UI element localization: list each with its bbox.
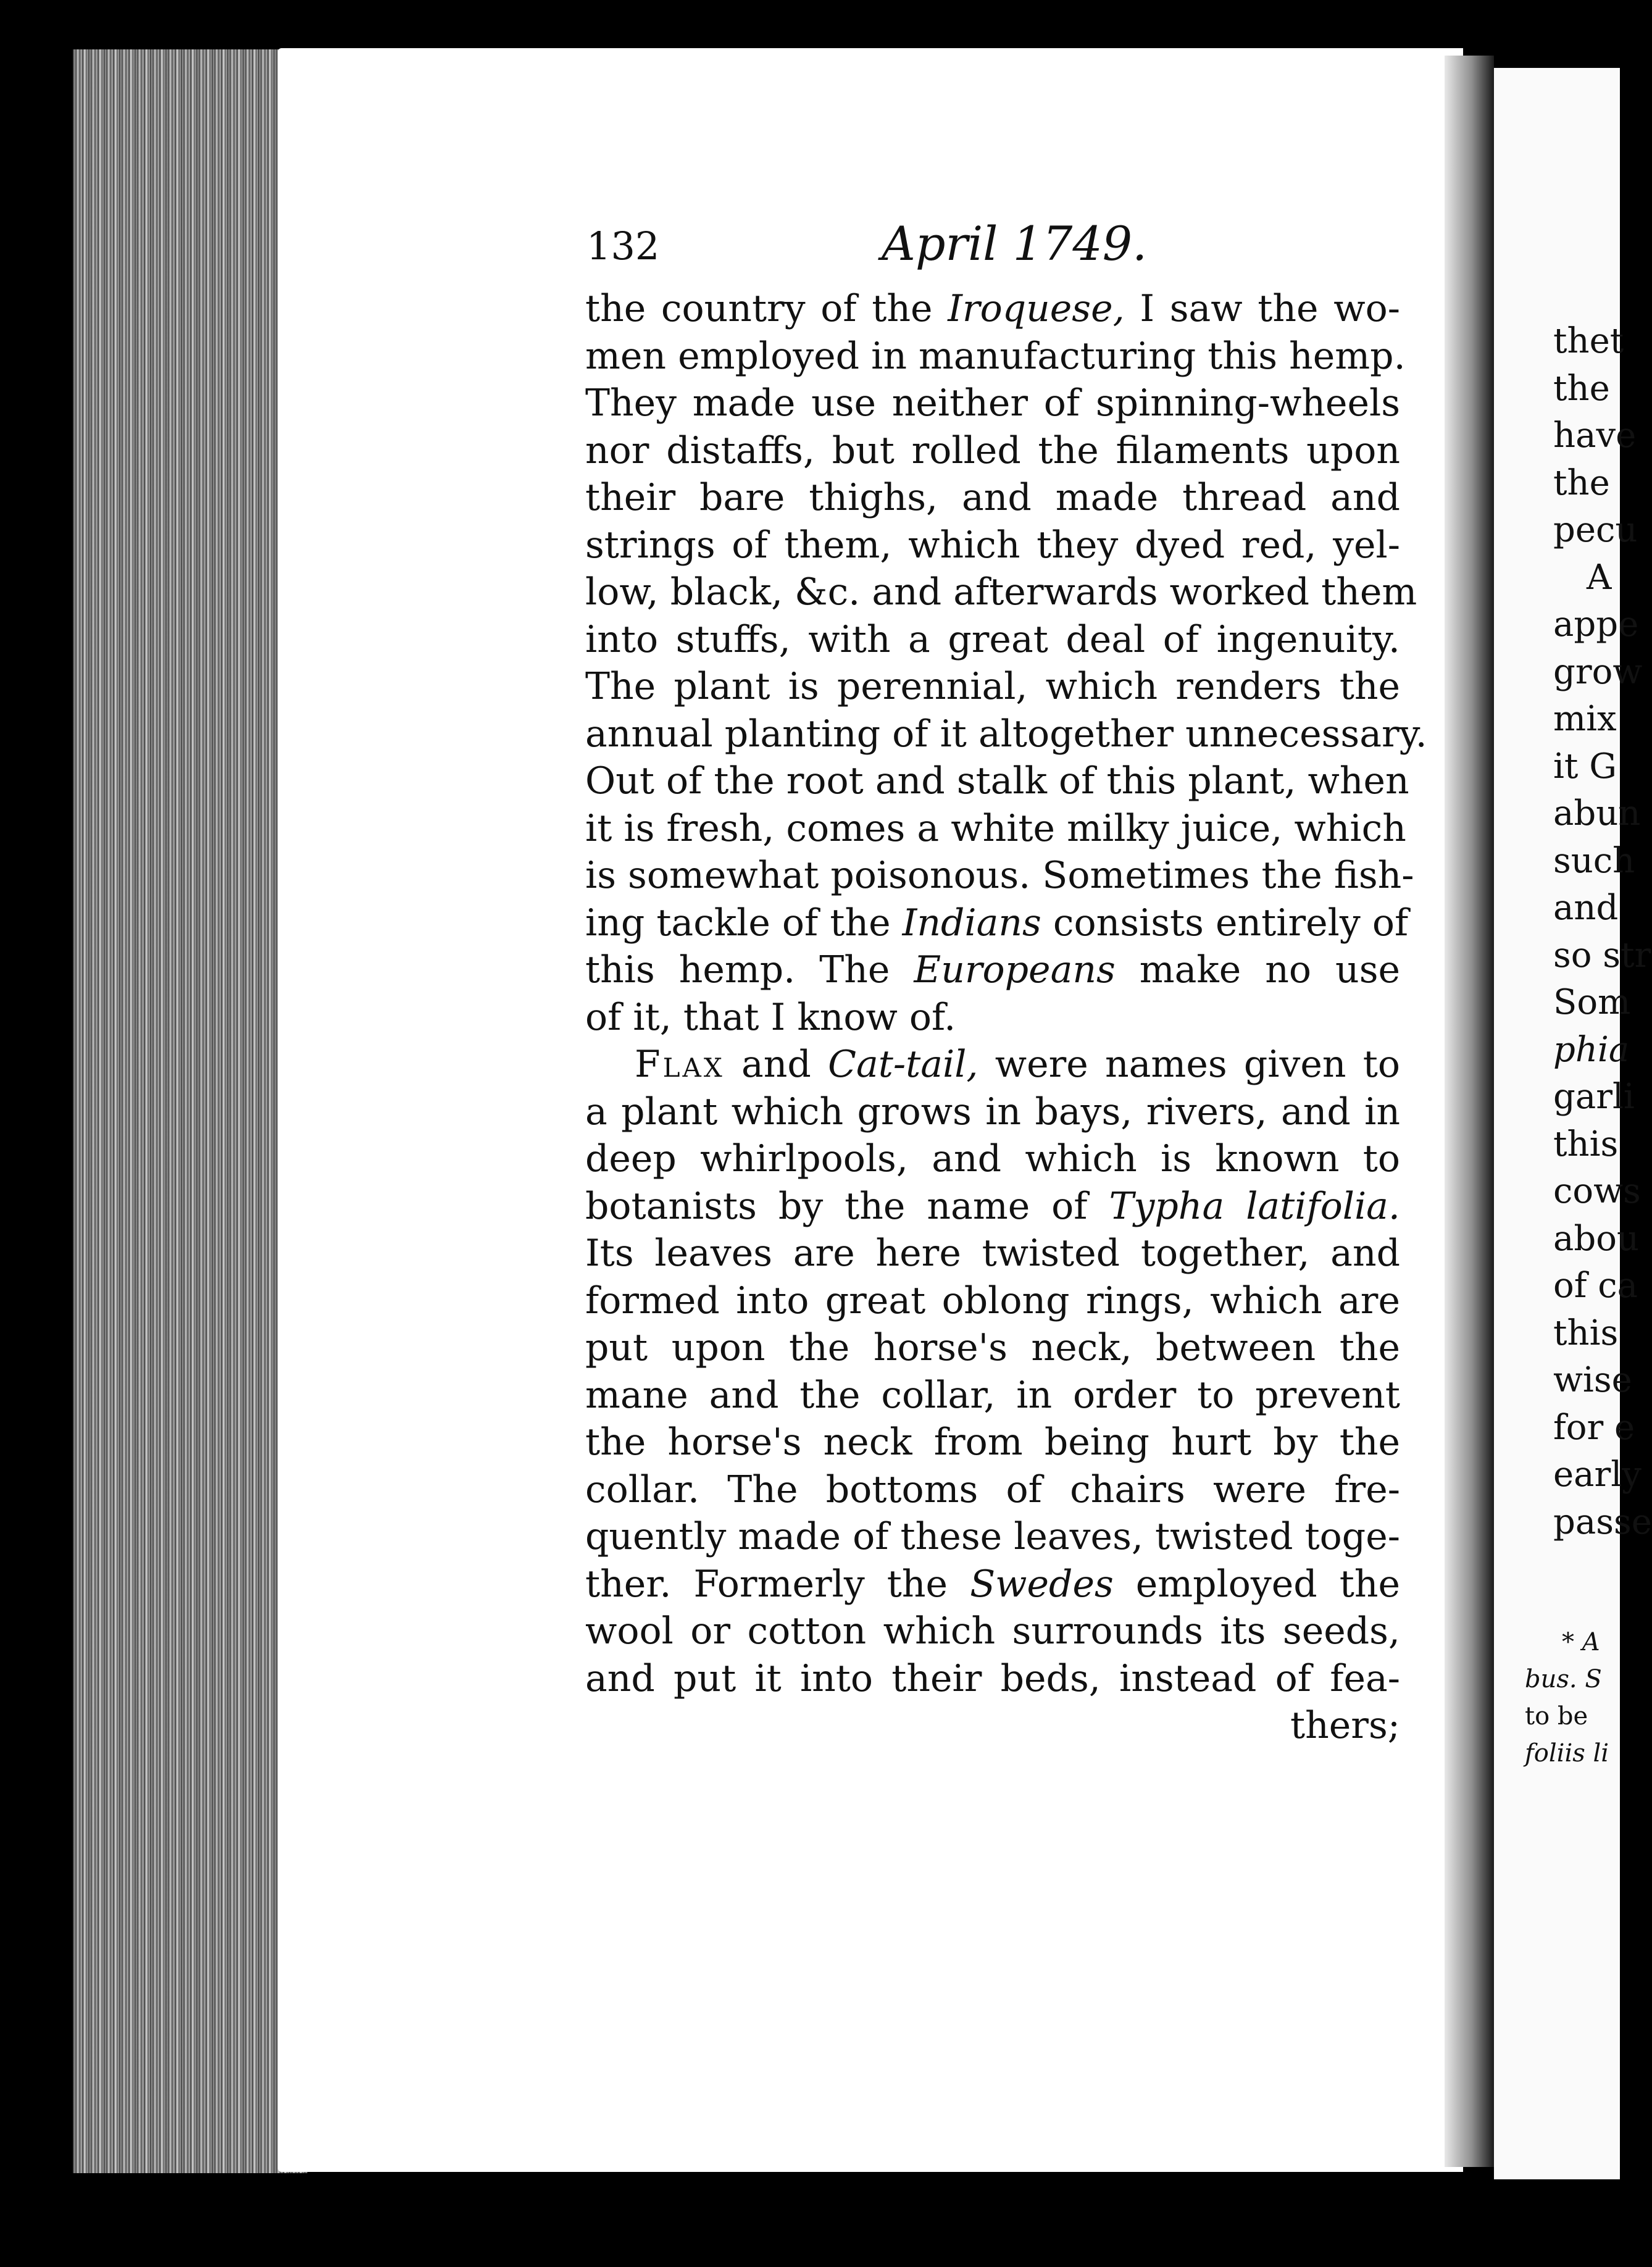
text-line [585,900,1409,947]
text-span: and [724,1043,828,1086]
text-line [585,285,1400,333]
page-edge-stack [73,49,307,2173]
text-line: low, black, &c. and afterwards worked them [585,570,1417,614]
text-line: men employed in manufacturing this hemp. [585,334,1406,378]
facing-line: this [1553,1313,1619,1353]
text-line: Its leaves are here twisted together, and [585,1232,1400,1275]
text-line: formed into great oblong rings, which are [585,1279,1400,1322]
text-line: a plant which grows in bays, rivers, and in [585,1090,1400,1134]
italic-span: Swedes [970,1562,1114,1606]
facing-footnote-line: bus. S [1525,1665,1602,1693]
facing-line: early [1553,1455,1642,1495]
text-line: collar. The bottoms of chairs were fre- [585,1467,1400,1511]
page-number: 132 [586,223,660,269]
facing-line: pecu [1553,510,1638,550]
facing-line: and [1553,888,1619,928]
text-span: this hemp. The [585,948,914,992]
facing-line: the [1553,463,1610,503]
text-line: deep whirlpools, and which is known to [585,1137,1400,1180]
facing-line: thet [1553,321,1624,361]
body-text [585,285,1427,1750]
facing-line: garli [1553,1077,1635,1117]
text-span: ing tackle of the [585,901,903,945]
facing-line: mix [1553,699,1617,739]
text-line [585,1561,1400,1608]
facing-line: such [1553,841,1635,881]
text-line [585,1041,1400,1088]
facing-line: appe [1553,604,1639,645]
text-line: Out of the root and stalk of this plant, when [585,759,1409,803]
text-span: make no use [1115,948,1400,992]
book-gutter [1445,56,1494,2167]
facing-footnote-line: * A [1562,1628,1600,1656]
text-line: quently made of these leaves, twisted toge- [585,1515,1400,1558]
italic-span: Europeans [914,948,1116,992]
text-span: were names given to [978,1043,1400,1086]
smallcaps-span: Flax [635,1043,725,1086]
text-line: nor distaffs, but rolled the filaments upon [585,428,1400,472]
text-line: put upon the horse's neck, between the [585,1326,1400,1369]
italic-span: Typha latifolia. [1109,1184,1401,1228]
facing-line: cows [1553,1171,1641,1211]
facing-line: abun [1553,793,1641,833]
text-line: They made use neither of spinning-wheels [585,382,1400,425]
italic-span: Iroquese, [948,287,1125,330]
text-line: annual planting of it altogether unnecessary. [585,712,1427,756]
facing-line: for e [1553,1408,1635,1448]
facing-line: wise [1553,1360,1632,1400]
facing-line: phia [1553,1030,1630,1070]
text-line: wool or cotton which surrounds its seeds, [585,1609,1400,1653]
facing-footnote-line: foliis li [1525,1739,1609,1768]
text-line: their bare thighs, and made thread and [585,476,1400,519]
text-line: and put it into their beds, instead of fea- [585,1656,1400,1700]
text-span: the country of the [585,287,948,330]
facing-line: the [1553,369,1610,409]
facing-line: of ca [1553,1266,1638,1306]
facing-line: it G [1553,746,1617,787]
text-line: of it, that I know of. [585,995,956,1039]
facing-line: A [1587,557,1612,598]
text-span: ther. Formerly the [585,1562,970,1606]
facing-line: abou [1553,1219,1640,1259]
facing-footnote-line: to be [1525,1702,1588,1731]
text-line: the horse's neck from being hurt by the [585,1421,1400,1464]
facing-line: so str [1553,935,1651,975]
text-span: I saw the wo- [1124,287,1400,330]
text-span: consists entirely of [1041,901,1409,945]
text-line [585,1183,1400,1230]
facing-line: this [1553,1124,1619,1164]
text-line: is somewhat poisonous. Sometimes the fish- [585,854,1414,897]
catchword: thers; [1290,1704,1400,1747]
italic-span: Indians [902,901,1041,945]
text-line: mane and the collar, in order to prevent [585,1373,1400,1417]
text-span: botanists by the name of [585,1184,1109,1228]
text-line: strings of them, which they dyed red, yel- [585,523,1400,567]
facing-page [1494,68,1652,2179]
running-head-title: April 1749. [882,216,1148,271]
running-head [586,216,1401,278]
facing-line: have [1553,415,1637,456]
text-line [585,946,1400,994]
facing-line: passe [1553,1502,1652,1542]
text-line: into stuffs, with a great deal of ingenuity. [585,617,1400,661]
facing-line: Som [1553,982,1631,1022]
text-span: employed the [1113,1562,1401,1606]
italic-span: Cat-tail, [828,1043,978,1086]
facing-line: grow [1553,652,1643,692]
text-line: it is fresh, comes a white milky juice, which [585,806,1406,850]
text-line: The plant is perennial, which renders the [585,665,1400,708]
